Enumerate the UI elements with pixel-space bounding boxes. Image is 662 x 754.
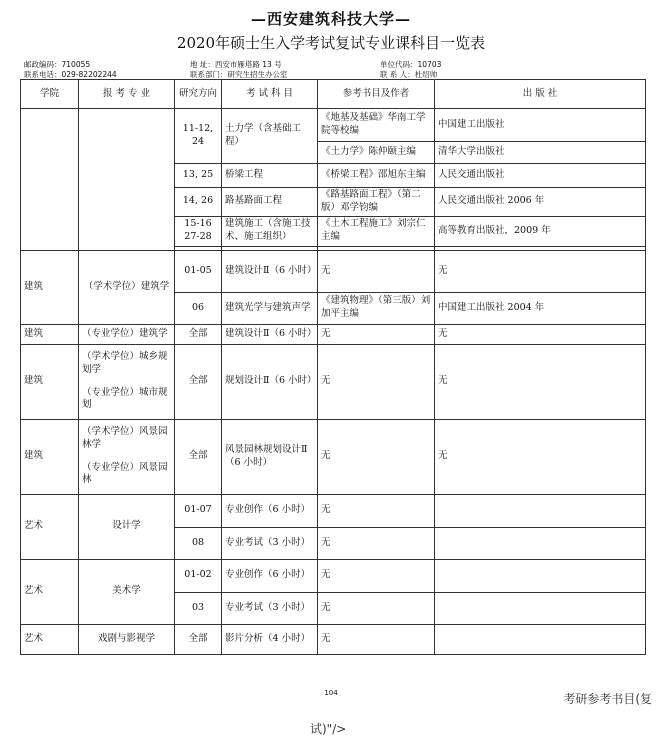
major-academic: （学术学位）城乡规划学 bbox=[82, 351, 168, 375]
table-row bbox=[21, 344, 646, 419]
publisher-cell: 高等教育出版社，2009 年 bbox=[435, 216, 646, 246]
caption-line-2: 试)"/> bbox=[310, 722, 347, 736]
major-cell bbox=[79, 109, 175, 251]
exam-subjects-table bbox=[20, 79, 646, 655]
book-cell: 无 bbox=[318, 559, 435, 592]
subject-cell: 影片分析（4 小时） bbox=[222, 624, 318, 654]
subject-cell: 土力学（含基础工程） bbox=[222, 109, 318, 164]
direction-cell: 14, 26 bbox=[175, 188, 222, 217]
publisher-cell bbox=[435, 624, 646, 654]
college-cell: 建筑 bbox=[21, 344, 79, 419]
book-cell: 无 bbox=[318, 324, 435, 344]
subject-cell: 建筑设计Ⅱ（6 小时） bbox=[222, 324, 318, 344]
publisher-cell: 无 bbox=[435, 324, 646, 344]
subject-cell: 专业考试（3 小时） bbox=[222, 527, 318, 559]
college-cell bbox=[21, 109, 79, 251]
major-professional: （专业学位）城市规划 bbox=[82, 386, 168, 411]
book-cell: 《土木工程施工》刘宗仁主编 bbox=[318, 216, 435, 246]
subject-cell: 路基路面工程 bbox=[222, 188, 318, 217]
college-cell: 建筑 bbox=[21, 250, 79, 324]
publisher-cell bbox=[435, 559, 646, 592]
major-cell: （学术学位）建筑学 bbox=[79, 250, 175, 324]
major-cell bbox=[79, 419, 175, 494]
major-cell: （专业学位）建筑学 bbox=[79, 324, 175, 344]
publisher-cell: 人民交通出版社 2006 年 bbox=[435, 188, 646, 217]
college-cell: 艺术 bbox=[21, 494, 79, 559]
book-cell: 无 bbox=[318, 250, 435, 292]
book-cell: 《桥梁工程》邵旭东主编 bbox=[318, 164, 435, 188]
subject-cell: 桥梁工程 bbox=[222, 164, 318, 188]
book-cell: 《土力学》陈仲颐主编 bbox=[318, 142, 435, 164]
subject-cell: 规划设计Ⅱ（6 小时） bbox=[222, 344, 318, 419]
table-header-row bbox=[21, 80, 646, 109]
major-cell bbox=[79, 344, 175, 419]
publisher-cell bbox=[435, 527, 646, 559]
book-cell: 无 bbox=[318, 344, 435, 419]
direction-cell: 全部 bbox=[175, 419, 222, 494]
header-direction: 研究方向 bbox=[175, 80, 222, 109]
direction-cell: 全部 bbox=[175, 324, 222, 344]
document-title: 2020年硕士生入学考试复试专业课科目一览表 bbox=[176, 34, 486, 52]
major-professional: （专业学位）风景园林 bbox=[82, 461, 168, 486]
unit-code: 单位代码：10703 bbox=[380, 60, 442, 69]
book-cell: 《路基路面工程》（第二版）邓学钧编 bbox=[318, 188, 435, 217]
major-cell: 戏剧与影视学 bbox=[79, 624, 175, 654]
university-name: —西安建筑科技大学— bbox=[250, 10, 411, 28]
header-publisher: 出 版 社 bbox=[435, 80, 646, 109]
subject-cell: 建筑施工（含施工技术、施工组织） bbox=[222, 216, 318, 246]
table-row bbox=[21, 250, 646, 292]
college-cell: 艺术 bbox=[21, 559, 79, 624]
publisher-cell: 无 bbox=[435, 250, 646, 292]
college-cell: 建筑 bbox=[21, 419, 79, 494]
table-row bbox=[21, 624, 646, 654]
book-cell: 《建筑物理》（第三版）刘加平主编 bbox=[318, 292, 435, 324]
major-cell: 设计学 bbox=[79, 494, 175, 559]
major-cell: 美术学 bbox=[79, 559, 175, 624]
subject-cell: 建筑设计Ⅱ（6 小时） bbox=[222, 250, 318, 292]
table-row bbox=[21, 494, 646, 527]
page-number: 104 bbox=[324, 689, 338, 697]
address: 地 址：西安市雁塔路 13 号 bbox=[190, 60, 282, 69]
publisher-cell bbox=[435, 494, 646, 527]
publisher-cell: 无 bbox=[435, 419, 646, 494]
direction-cell: 01-02 bbox=[175, 559, 222, 592]
publisher-cell: 人民交通出版社 bbox=[435, 164, 646, 188]
table-row bbox=[21, 419, 646, 494]
publisher-cell: 中国建工出版社 bbox=[435, 109, 646, 142]
book-cell: 无 bbox=[318, 419, 435, 494]
caption-line-1: 考研参考书目(复 bbox=[563, 692, 652, 706]
subject-cell: 专业创作（6 小时） bbox=[222, 494, 318, 527]
table-row bbox=[21, 324, 646, 344]
book-cell: 无 bbox=[318, 592, 435, 624]
direction-cell: 全部 bbox=[175, 624, 222, 654]
direction-cell: 08 bbox=[175, 527, 222, 559]
direction-cell: 13, 25 bbox=[175, 164, 222, 188]
direction-cell: 11-12, 24 bbox=[175, 109, 222, 164]
direction-cell: 01-07 bbox=[175, 494, 222, 527]
direction-cell: 01-05 bbox=[175, 250, 222, 292]
table-row bbox=[21, 559, 646, 592]
college-cell: 建筑 bbox=[21, 324, 79, 344]
header-major: 报 考 专 业 bbox=[79, 80, 175, 109]
direction-cell: 03 bbox=[175, 592, 222, 624]
publisher-cell bbox=[435, 592, 646, 624]
college-cell: 艺术 bbox=[21, 624, 79, 654]
subject-cell: 专业创作（6 小时） bbox=[222, 559, 318, 592]
phone: 联系电话：029-82202244 bbox=[24, 70, 117, 79]
contact: 联 系 人：杜绍帅 bbox=[380, 70, 438, 79]
book-cell: 无 bbox=[318, 494, 435, 527]
direction-cell: 06 bbox=[175, 292, 222, 324]
header-book: 参考书目及作者 bbox=[318, 80, 435, 109]
direction-cell: 全部 bbox=[175, 344, 222, 419]
header-college: 学院 bbox=[21, 80, 79, 109]
book-cell: 《地基及基础》华南工学院等校编 bbox=[318, 109, 435, 142]
publisher-cell: 清华大学出版社 bbox=[435, 142, 646, 164]
book-cell: 无 bbox=[318, 624, 435, 654]
header-subject: 考 试 科 目 bbox=[222, 80, 318, 109]
direction-cell: 15-16 27-28 bbox=[175, 216, 222, 246]
subject-cell: 风景园林规划设计Ⅱ（6 小时） bbox=[222, 419, 318, 494]
publisher-cell: 无 bbox=[435, 344, 646, 419]
department: 联系部门：研究生招生办公室 bbox=[190, 70, 288, 79]
postcode: 邮政编码：710055 bbox=[24, 60, 91, 69]
book-cell: 无 bbox=[318, 527, 435, 559]
subject-cell: 专业考试（3 小时） bbox=[222, 592, 318, 624]
table-row bbox=[21, 109, 646, 142]
subject-cell: 建筑光学与建筑声学 bbox=[222, 292, 318, 324]
major-academic: （学术学位）风景园林学 bbox=[82, 426, 168, 450]
publisher-cell: 中国建工出版社 2004 年 bbox=[435, 292, 646, 324]
